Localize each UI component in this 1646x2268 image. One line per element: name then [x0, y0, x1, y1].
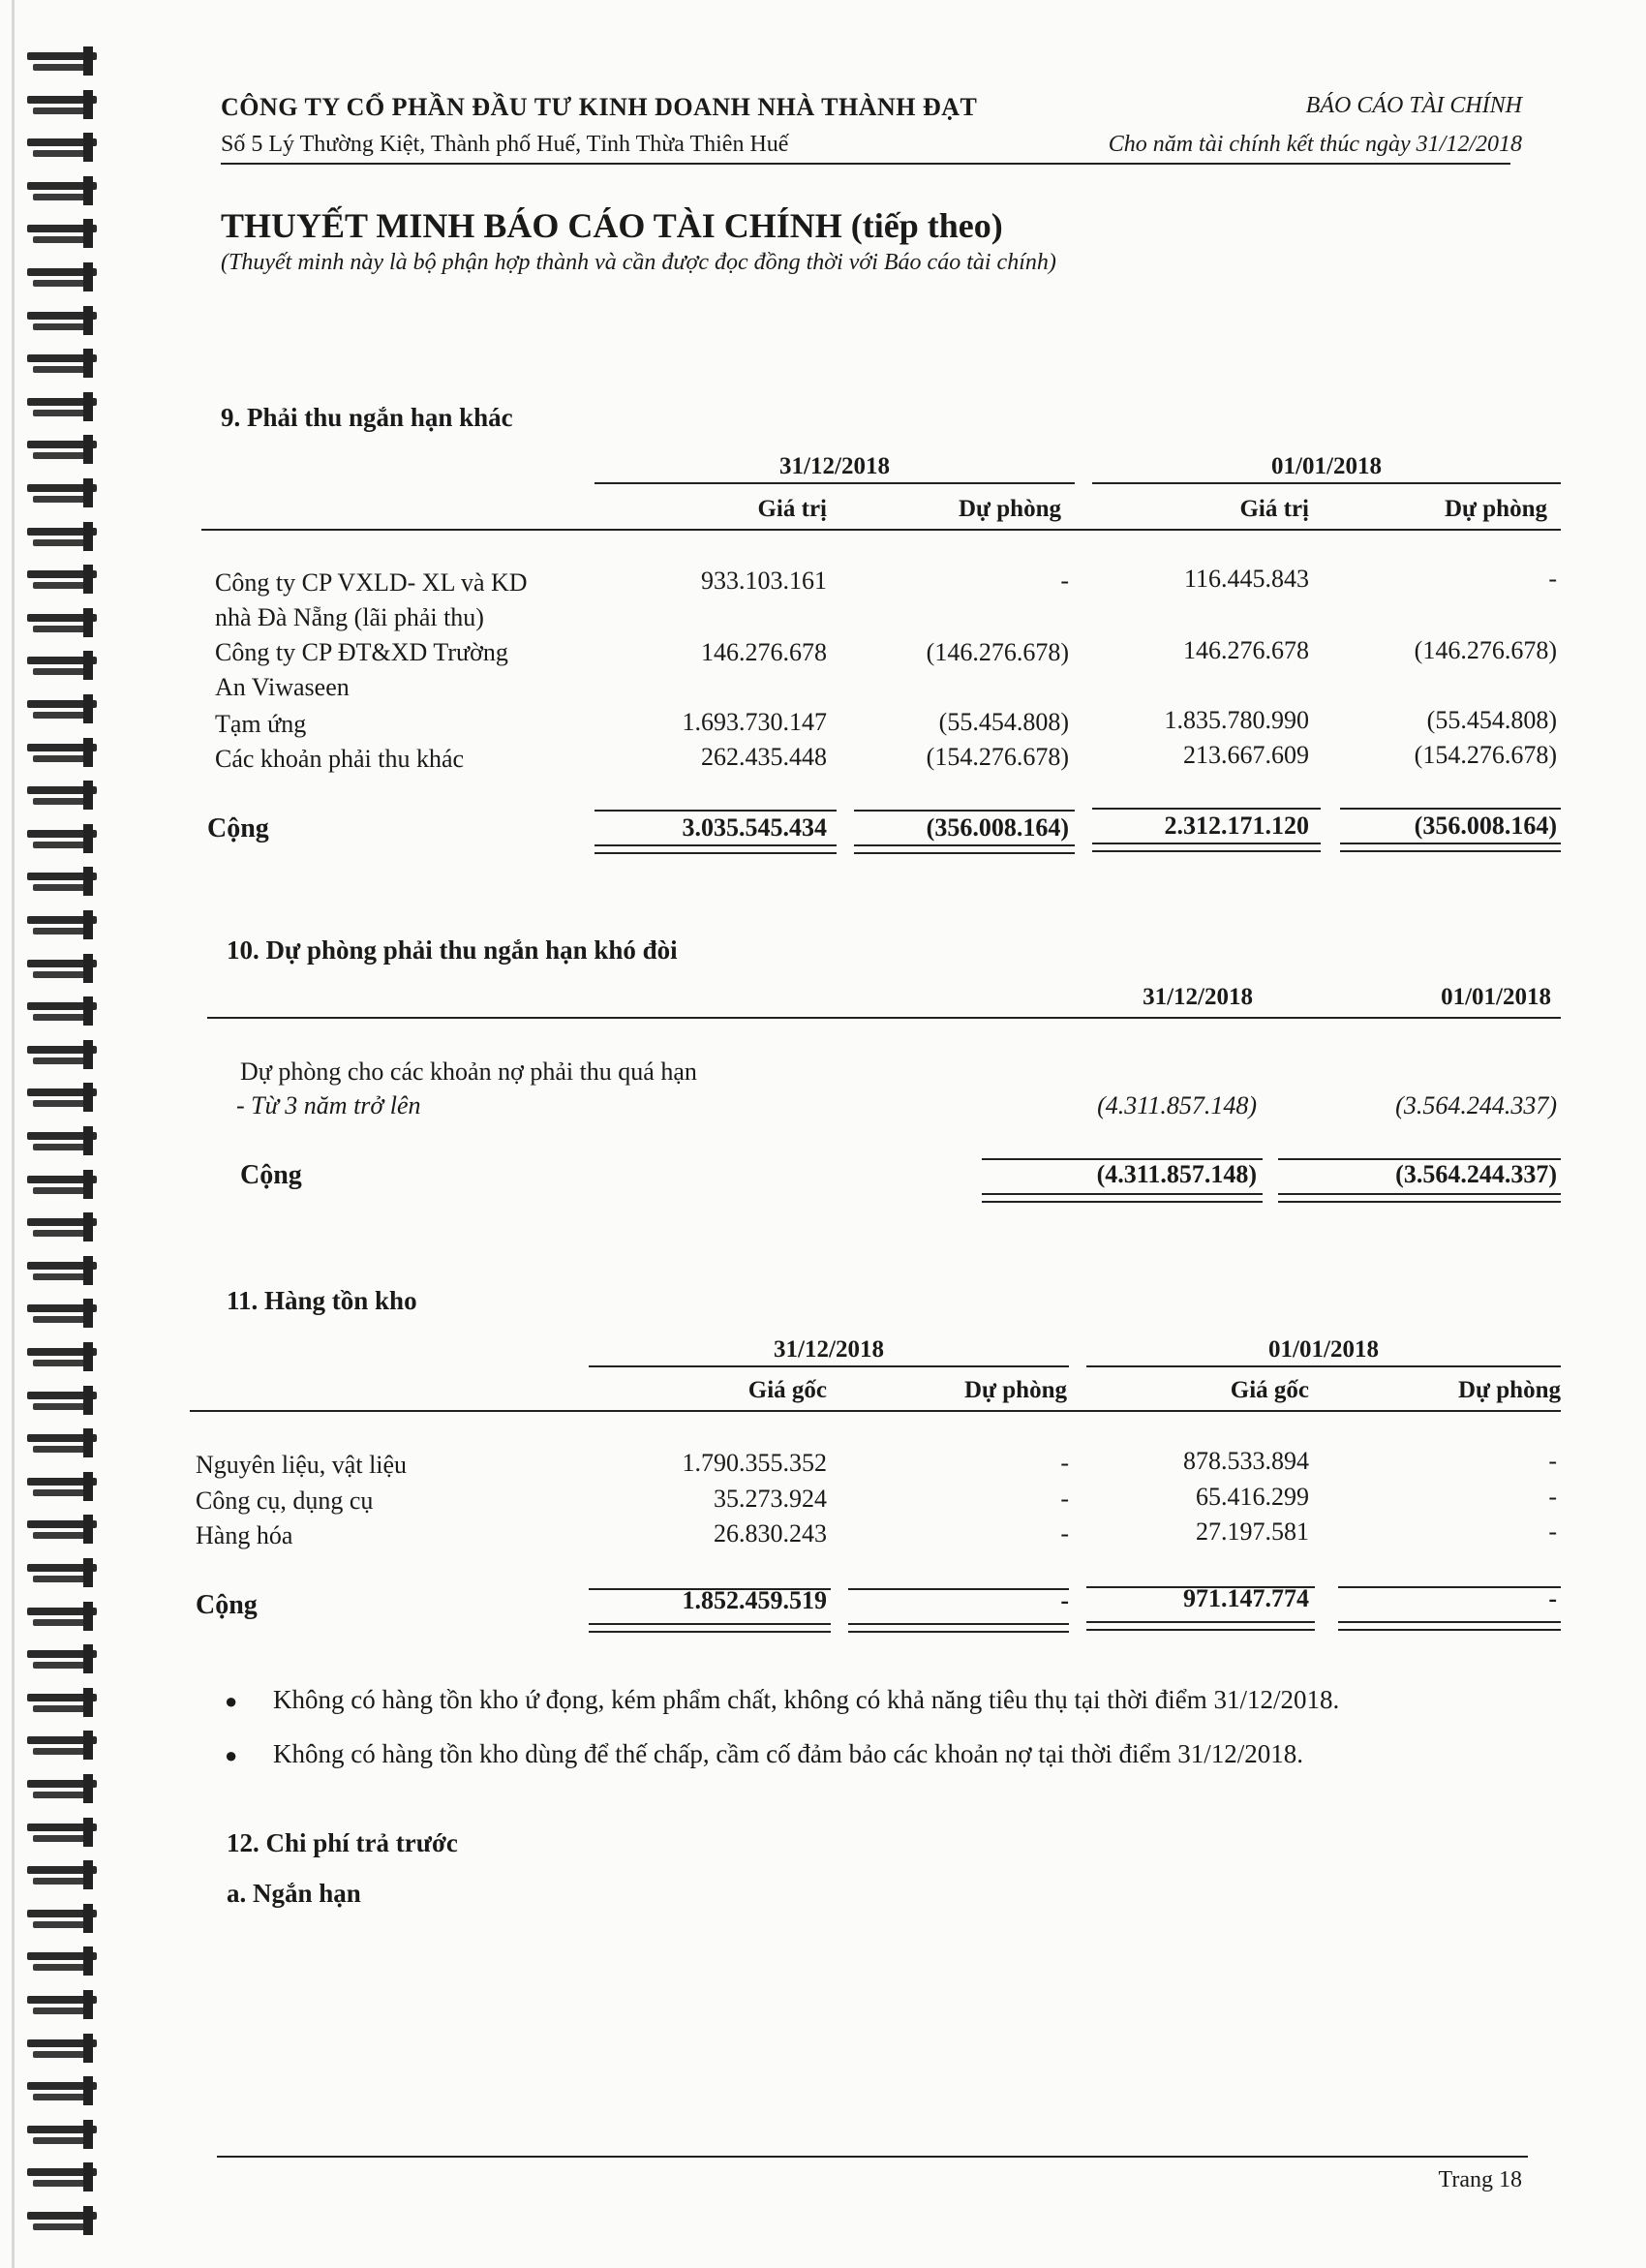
sec9-total-v1: 3.035.545.434	[682, 813, 827, 842]
sec9-total-p1: (356.008.164)	[926, 813, 1069, 842]
sec11-col-provision-1: Dự phòng	[963, 1377, 1067, 1403]
binding-ring	[27, 781, 97, 810]
binding-ring	[27, 954, 97, 983]
binding-ring	[27, 176, 97, 205]
binding-ring	[27, 1126, 97, 1155]
sec9-row-v1: 1.693.730.147	[682, 708, 827, 736]
binding-ring	[27, 1342, 97, 1371]
sec9-period1-rule	[594, 482, 1075, 484]
binding-ring	[27, 1256, 97, 1285]
report-type: BÁO CÁO TÀI CHÍNH	[1305, 93, 1522, 118]
sec11-header-rule	[190, 1410, 1561, 1412]
sec11-row-p2: -	[1548, 1483, 1557, 1511]
sec9-row-p2: (154.276.678)	[1414, 741, 1557, 769]
section-12-heading: 12. Chi phí trả trước	[227, 1828, 458, 1857]
sec11-col-provision-2: Dự phòng	[1457, 1377, 1561, 1403]
sec9-row-label: Tạm ứng	[215, 710, 307, 738]
binding-ring	[27, 1558, 97, 1587]
sec10-total-double-rule	[982, 1193, 1263, 1203]
binding-ring	[27, 2206, 97, 2235]
sec11-period1: 31/12/2018	[774, 1336, 884, 1363]
sec11-row-label: Nguyên liệu, vật liệu	[196, 1451, 408, 1479]
binding-ring	[27, 1083, 97, 1112]
binding-ring	[27, 1818, 97, 1847]
binding-ring	[27, 1860, 97, 1889]
sec9-row-v2: 1.835.780.990	[1164, 706, 1309, 734]
binding-ring	[27, 1040, 97, 1069]
sec9-total-rule	[854, 810, 1075, 812]
sec11-row-p2: -	[1548, 1447, 1557, 1475]
sec9-row-p2: (146.276.678)	[1414, 636, 1557, 664]
sec11-period2-rule	[1086, 1365, 1561, 1367]
sec11-total-v1: 1.852.459.519	[682, 1586, 827, 1614]
binding-ring	[27, 1904, 97, 1933]
sec11-period1-rule	[589, 1365, 1069, 1367]
sec10-sub-label: - Từ 3 năm trở lên	[236, 1091, 421, 1119]
binding-ring	[27, 565, 97, 594]
sec9-row-label: Công ty CP ĐT&XD Trường	[215, 638, 508, 666]
sec10-total-double-rule	[1278, 1193, 1561, 1203]
sec11-total-p1: -	[1060, 1586, 1069, 1614]
sec10-sub-v2: (3.564.244.337)	[1395, 1091, 1557, 1119]
page-title: THUYẾT MINH BÁO CÁO TÀI CHÍNH (tiếp theo)	[221, 206, 1003, 245]
binding-ring	[27, 2162, 97, 2191]
binding-ring	[27, 824, 97, 853]
bullet-icon: ●	[225, 1743, 238, 1767]
sec10-total-label: Cộng	[240, 1160, 302, 1190]
sec9-row-label: An Viwaseen	[215, 673, 350, 701]
binding-ring	[27, 219, 97, 248]
sec11-total-double-rule	[1086, 1621, 1315, 1631]
sec10-total-v1: (4.311.857.148)	[1096, 1160, 1257, 1188]
sec9-total-p2: (356.008.164)	[1414, 812, 1557, 840]
sec11-note: Không có hàng tồn kho ứ đọng, kém phẩm chất, không có khả năng tiêu thụ tại thời điểm 31/12/2018.	[273, 1685, 1340, 1714]
sec9-row-p2: -	[1548, 565, 1557, 593]
binding-ring	[27, 133, 97, 162]
binding-edge	[12, 0, 15, 2268]
company-address: Số 5 Lý Thường Kiệt, Thành phố Huế, Tỉnh Thừa Thiên Huế	[221, 132, 789, 157]
binding-ring	[27, 1688, 97, 1717]
binding-ring	[27, 392, 97, 421]
section-10-heading: 10. Dự phòng phải thu ngắn hạn khó đòi	[227, 935, 678, 965]
sec11-row-v2: 65.416.299	[1196, 1483, 1309, 1511]
sec9-period2: 01/01/2018	[1271, 453, 1382, 479]
binding-ring	[27, 2034, 97, 2063]
binding-ring	[27, 694, 97, 723]
sec9-col-value-2: Giá trị	[1239, 496, 1309, 522]
sec9-row-p1: (146.276.678)	[926, 638, 1069, 666]
binding-ring	[27, 349, 97, 378]
sec9-total-rule	[594, 810, 837, 812]
section-11-heading: 11. Hàng tồn kho	[227, 1286, 417, 1315]
spiral-binding	[0, 0, 107, 2268]
binding-ring	[27, 306, 97, 335]
sec9-row-p1: (55.454.808)	[938, 708, 1069, 736]
sec11-row-label: Hàng hóa	[196, 1521, 293, 1549]
sec11-total-double-rule	[1338, 1621, 1561, 1631]
red-stamp-mark	[1588, 959, 1627, 1211]
binding-ring	[27, 867, 97, 896]
sec11-row-p1: -	[1060, 1449, 1069, 1477]
sec11-note: Không có hàng tồn kho dùng để thế chấp, cầm cố đảm bảo các khoản nợ tại thời điểm 31/12/2018.	[273, 1739, 1304, 1768]
sec9-row-p1: -	[1060, 567, 1069, 595]
binding-ring	[27, 1212, 97, 1241]
binding-ring	[27, 1472, 97, 1501]
binding-ring	[27, 1946, 97, 1976]
sec9-total-double-rule	[854, 844, 1075, 854]
footer-rule	[217, 2156, 1528, 2158]
binding-ring	[27, 1428, 97, 1457]
bullet-icon: ●	[225, 1689, 238, 1713]
binding-ring	[27, 1170, 97, 1199]
sec11-total-p2: -	[1548, 1584, 1557, 1612]
sec9-row-v2: 146.276.678	[1183, 636, 1309, 664]
page-number: Trang 18	[1438, 2167, 1522, 2192]
sec10-header-rule	[207, 1017, 1561, 1019]
sec9-total-rule	[1340, 808, 1561, 810]
sec9-row-v1: 146.276.678	[701, 638, 827, 666]
binding-ring	[27, 1731, 97, 1760]
sec10-total-v2: (3.564.244.337)	[1395, 1160, 1557, 1188]
binding-ring	[27, 478, 97, 507]
binding-ring	[27, 651, 97, 680]
binding-ring	[27, 996, 97, 1026]
sec9-total-double-rule	[594, 844, 837, 854]
sec11-row-v2: 878.533.894	[1183, 1447, 1309, 1475]
binding-ring	[27, 1774, 97, 1803]
binding-ring	[27, 90, 97, 119]
sec11-row-p1: -	[1060, 1485, 1069, 1513]
binding-ring	[27, 1644, 97, 1673]
binding-ring	[27, 1990, 97, 2019]
sec11-total-v2: 971.147.774	[1183, 1584, 1309, 1612]
company-name: CÔNG TY CỔ PHẦN ĐẦU TƯ KINH DOANH NHÀ THÀNH ĐẠT	[221, 93, 978, 121]
binding-ring	[27, 1515, 97, 1544]
sec10-sub-v1: (4.311.857.148)	[1097, 1091, 1257, 1119]
sec9-row-p1: (154.276.678)	[926, 743, 1069, 771]
sec9-total-label: Cộng	[207, 813, 269, 843]
sec9-row-v1: 933.103.161	[701, 567, 827, 595]
sec9-row-label: nhà Đà Nẵng (lãi phải thu)	[215, 603, 484, 631]
sec9-row-label: Công ty CP VXLD- XL và KD	[215, 568, 528, 597]
binding-ring	[27, 262, 97, 291]
sec9-col-provision-1: Dự phòng	[958, 496, 1061, 522]
sec9-header-rule	[201, 529, 1561, 531]
sec9-row-p2: (55.454.808)	[1426, 706, 1557, 734]
sec11-row-p2: -	[1548, 1517, 1557, 1546]
sec11-row-v1: 26.830.243	[714, 1519, 827, 1548]
sec9-row-v2: 116.445.843	[1183, 565, 1309, 593]
sec11-row-label: Công cụ, dụng cụ	[196, 1486, 374, 1515]
sec10-period1: 31/12/2018	[1143, 984, 1253, 1010]
sec10-row-label: Dự phòng cho các khoản nợ phải thu quá hạn	[240, 1057, 697, 1086]
binding-ring	[27, 1602, 97, 1631]
sec11-row-v2: 27.197.581	[1196, 1517, 1309, 1546]
sec9-total-double-rule	[1092, 843, 1321, 852]
sec11-period2: 01/01/2018	[1268, 1336, 1379, 1363]
binding-ring	[27, 910, 97, 939]
binding-ring	[27, 738, 97, 767]
sec9-total-rule	[1092, 808, 1321, 810]
sec11-total-double-rule	[589, 1623, 831, 1633]
sec9-period1: 31/12/2018	[779, 453, 890, 479]
report-period: Cho năm tài chính kết thúc ngày 31/12/2018	[1108, 132, 1522, 157]
sec11-row-p1: -	[1060, 1519, 1069, 1548]
binding-ring	[27, 1299, 97, 1328]
sec11-total-label: Cộng	[196, 1590, 258, 1620]
sec11-row-v1: 1.790.355.352	[682, 1449, 827, 1477]
section-9-heading: 9. Phải thu ngắn hạn khác	[221, 403, 513, 432]
binding-ring	[27, 2076, 97, 2105]
sec9-col-provision-2: Dự phòng	[1444, 496, 1547, 522]
sec9-row-label: Các khoản phải thu khác	[215, 745, 465, 773]
sec9-total-double-rule	[1340, 843, 1561, 852]
section-12a-heading: a. Ngắn hạn	[227, 1879, 361, 1908]
binding-ring	[27, 522, 97, 551]
binding-ring	[27, 2120, 97, 2149]
sec9-col-value-1: Giá trị	[757, 496, 827, 522]
sec9-total-v2: 2.312.171.120	[1164, 812, 1309, 840]
binding-ring	[27, 608, 97, 637]
binding-ring	[27, 1386, 97, 1415]
sec9-row-v2: 213.667.609	[1183, 741, 1309, 769]
sec10-period2: 01/01/2018	[1441, 984, 1551, 1010]
sec9-row-v1: 262.435.448	[701, 743, 827, 771]
sec11-col-cost-1: Giá gốc	[747, 1377, 827, 1403]
binding-ring	[27, 46, 97, 76]
header-rule	[221, 163, 1510, 165]
page-subtitle: (Thuyết minh này là bộ phận hợp thành và cần được đọc đồng thời với Báo cáo tài chính)	[221, 250, 1056, 275]
sec9-period2-rule	[1092, 482, 1561, 484]
binding-ring	[27, 435, 97, 464]
sec11-row-v1: 35.273.924	[714, 1485, 827, 1513]
sec11-col-cost-2: Giá gốc	[1230, 1377, 1309, 1403]
sec11-total-double-rule	[848, 1623, 1069, 1633]
